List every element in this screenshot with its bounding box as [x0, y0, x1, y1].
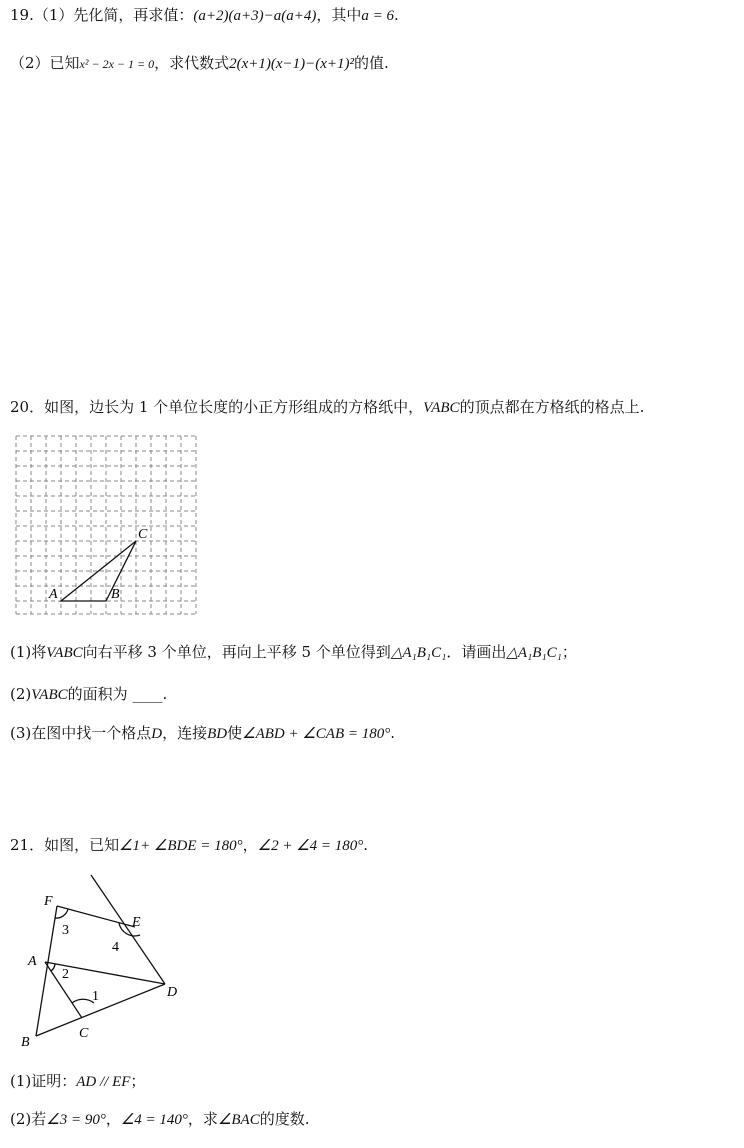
q20-sub3 [10, 723, 395, 744]
label-angle-4: 4 [112, 940, 119, 955]
label-angle-3: 3 [62, 923, 69, 938]
q21-stem [10, 835, 368, 856]
q21-sub1-a: (1)证明： [10, 1072, 77, 1090]
q21-stem-end: . [363, 836, 369, 854]
q20-sub1-c: ．请画出 [446, 643, 507, 661]
q19-part1-expression: (a+2)(a+3)−a(a+4) [193, 8, 317, 24]
q21-stem-expression-2: ∠2 + ∠4 = 180° [257, 838, 364, 854]
q19-part1-end: . [394, 6, 399, 24]
q20-sub2-b: 的面积为 [67, 685, 128, 703]
label-angle-2: 2 [62, 967, 69, 982]
label-f: F [44, 894, 53, 909]
q20-sub1-b: 向右平移 3 个单位，再向上平移 5 个单位得到 [82, 643, 391, 661]
q21-sub1-expression: AD // EF [76, 1074, 131, 1090]
q21-stem-sep: ， [242, 836, 258, 854]
label-b: B [111, 587, 120, 602]
label-a: A [28, 954, 37, 969]
q21-stem-expression-1: ∠1+ ∠BDE = 180° [119, 838, 243, 854]
label-c: C [138, 527, 148, 542]
q20-sub3-segment-bd: BD [207, 726, 228, 742]
q21-sub2-expression-3: ∠BAC [217, 1112, 260, 1128]
q21-stem-text: 21．如图，已知 [10, 836, 120, 854]
q21-sub2-sep: ， [105, 1110, 121, 1128]
q20-sub1-a: (1)将 [10, 643, 47, 661]
q20-sub3-a: (3)在图中找一个格点 [10, 724, 152, 742]
q19-part1-mid: ，其中 [316, 6, 362, 24]
q19-part2-equation: x² − 2x − 1 = 0 [79, 57, 155, 71]
q20-sub2-c: . [162, 685, 168, 703]
q19-part2-expression: 2(x+1)(x−1)−(x+1)² [229, 56, 355, 72]
q21-geometry-figure [15, 870, 195, 1055]
q21-sub2-expression-1: ∠3 = 90° [46, 1112, 106, 1128]
q20-sub3-b: ，连接 [162, 724, 208, 742]
q19-part2-mid: ，求代数式 [154, 54, 230, 72]
q19-part2 [10, 53, 389, 74]
q20-sub1-triangle: VABC [46, 645, 83, 661]
q20-sub3-expression: ∠ABD + ∠CAB = 180° [242, 726, 391, 742]
label-angle-1: 1 [92, 989, 99, 1004]
q19-part1-prefix: 19.（1）先化简，再求值： [10, 6, 194, 24]
q21-sub1-b: ； [130, 1072, 146, 1090]
label-d: D [167, 985, 178, 1000]
q20-sub1-d: ； [561, 643, 577, 661]
answer-blank[interactable]: ____ [132, 685, 163, 703]
q20-sub3-point-d: D [151, 726, 163, 742]
q19-part2-prefix: （2）已知 [10, 54, 80, 72]
q20-stem-text: 20．如图，边长为 1 个单位长度的小正方形组成的方格纸中， [10, 398, 424, 416]
label-c: C [79, 1026, 89, 1041]
label-e: E [132, 915, 141, 930]
label-a: A [49, 587, 58, 602]
q20-sub1-image-triangle: △A₁B₁C₁ [390, 645, 447, 661]
q20-sub1-image-triangle-2: △A₁B₁C₁ [506, 645, 562, 661]
q20-sub3-c: 使 [227, 724, 243, 742]
label-b: B [21, 1035, 30, 1050]
grid-lines [16, 436, 196, 614]
q19-part1-condition: a = 6 [361, 8, 395, 24]
q21-sub2-b: ，求 [187, 1110, 218, 1128]
q21-sub1 [10, 1071, 145, 1092]
q21-sub2-expression-2: ∠4 = 140° [120, 1112, 188, 1128]
q21-sub2-a: (2)若 [10, 1110, 47, 1128]
q20-stem [10, 397, 644, 418]
q20-sub1 [10, 642, 577, 663]
q20-stem-end: 的顶点都在方格纸的格点上. [459, 398, 645, 416]
q21-sub2-c: 的度数. [259, 1110, 310, 1128]
q20-stem-triangle: VABC [423, 400, 460, 416]
q19-part1 [10, 5, 399, 26]
q20-sub2 [10, 684, 167, 705]
q19-part2-end: 的值. [354, 54, 389, 72]
figure-lines [36, 875, 165, 1036]
q21-sub2 [10, 1109, 310, 1130]
q20-grid-figure [14, 434, 200, 616]
q20-sub3-d: . [390, 724, 396, 742]
q20-sub2-a: (2) [10, 685, 32, 703]
q20-sub2-triangle: VABC [31, 687, 68, 703]
